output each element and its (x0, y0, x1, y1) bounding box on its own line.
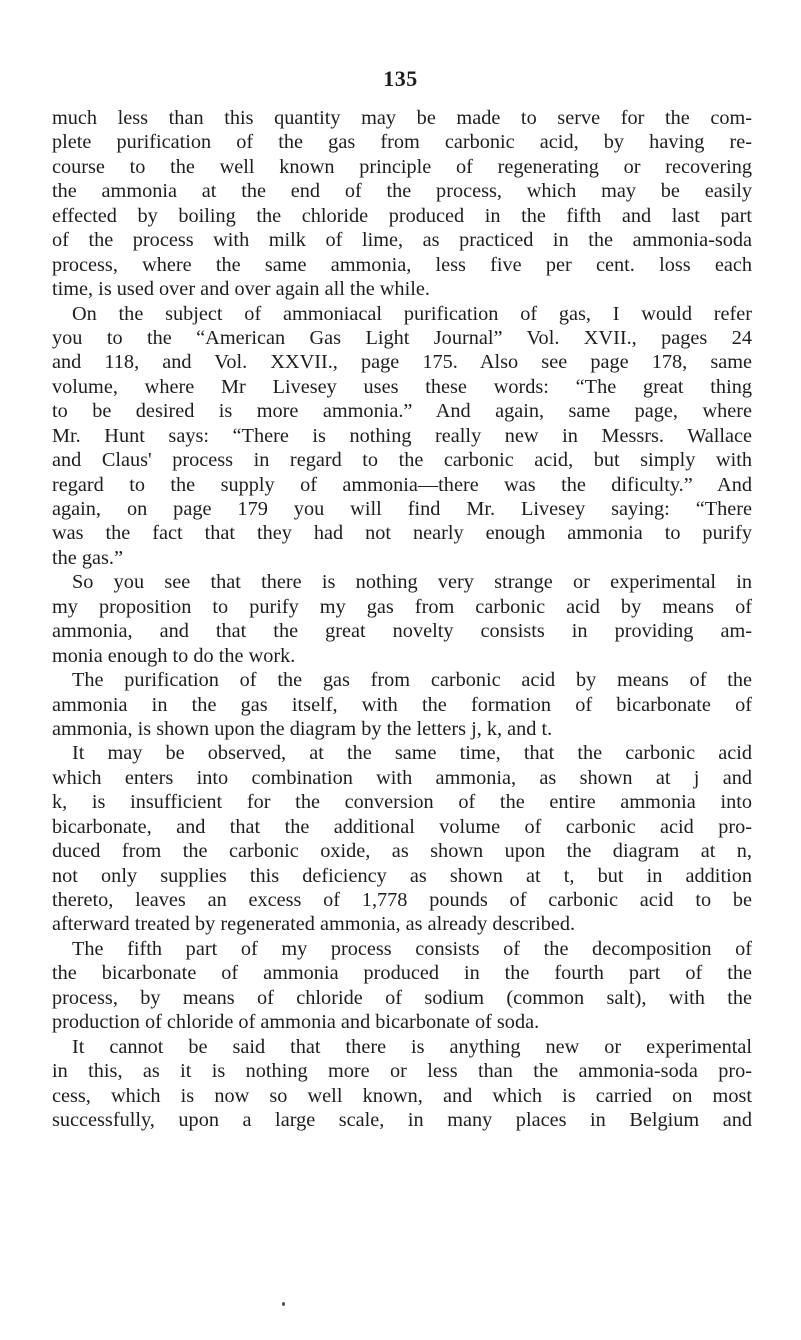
text-line: production of chloride of ammonia and bicarbonate of soda. (52, 1011, 540, 1034)
print-speck (282, 1302, 285, 1306)
text-line: It may be observed, at the same time, that the carbonic acid (72, 742, 752, 765)
text-line: The fifth part of my process consists of the decomposition of (72, 937, 752, 960)
text-line: successfully, upon a large scale, in many places in Belgium and (52, 1108, 752, 1131)
text-line: duced from the carbonic oxide, as shown upon the diagram at n, (52, 840, 752, 863)
text-line: in this, as it is nothing more or less than the ammonia-soda pro- (52, 1060, 752, 1083)
text-line: volume, where Mr Livesey uses these words: “The great thing (52, 375, 752, 398)
text-line: Mr. Hunt says: “There is nothing really new in Messrs. Wallace (52, 424, 752, 447)
text-line: you to the “American Gas Light Journal” Vol. XVII., pages 24 (52, 326, 752, 349)
text-line: process, where the same ammonia, less five per cent. loss each (52, 253, 752, 276)
text-line: process, by means of chloride of sodium (common salt), with the (52, 986, 752, 1009)
text-line: On the subject of ammoniacal purification of gas, I would refer (72, 302, 752, 325)
text-line: again, on page 179 you will find Mr. Livesey saying: “There (52, 498, 752, 520)
text-line: k, is insufficient for the conversion of the entire ammonia into (52, 791, 752, 814)
text-line: It cannot be said that there is anything new or experimental (72, 1035, 752, 1058)
text-line: not only supplies this deficiency as shown at t, but in addition (52, 864, 752, 887)
text-line: the gas.” (52, 546, 123, 569)
text-line: and 118, and Vol. XXVII., page 175. Also see page 178, same (52, 351, 752, 374)
text-line: ammonia, and that the great novelty consists in providing am- (52, 620, 752, 643)
text-line: time, is used over and over again all the while. (52, 278, 430, 301)
text-line: ammonia, is shown upon the diagram by the letters j, k, and t. (52, 717, 553, 740)
text-line: ammonia in the gas itself, with the formation of bicarbonate of (52, 693, 752, 716)
text-line: was the fact that they had not nearly enough ammonia to purify (52, 522, 752, 545)
text-line: So you see that there is nothing very strange or experimental in (72, 571, 752, 594)
text-line: to be desired is more ammonia.” And again, same page, where (52, 400, 752, 423)
text-line: thereto, leaves an excess of 1,778 pounds of carbonic acid to be (52, 889, 752, 911)
text-line: regard to the supply of ammonia—there was the dificulty.” And (52, 473, 752, 496)
text-line: plete purification of the gas from carbonic acid, by having re- (52, 131, 752, 154)
page-number: 135 (383, 66, 418, 91)
text-line: cess, which is now so well known, and which is carried on most (52, 1084, 752, 1107)
text-line: monia enough to do the work. (52, 644, 296, 667)
text-line: and Claus' process in regard to the carbonic acid, but simply with (52, 449, 752, 472)
text-line: course to the well known principle of regenerating or recovering (52, 155, 752, 178)
text-line: the ammonia at the end of the process, which may be easily (52, 180, 752, 203)
text-line: of the process with milk of lime, as practiced in the ammonia-soda (52, 229, 752, 252)
text-line: afterward treated by regenerated ammonia, as already described. (52, 913, 576, 936)
text-line: The purification of the gas from carbonic acid by means of the (72, 669, 752, 692)
text-line: effected by boiling the chloride produced in the fifth and last part (52, 204, 752, 227)
text-line: my proposition to purify my gas from carbonic acid by means of (52, 595, 752, 618)
text-line: which enters into combination with ammonia, as shown at j and (52, 766, 752, 789)
text-line: the bicarbonate of ammonia produced in the fourth part of the (52, 962, 752, 985)
text-line: much less than this quantity may be made to serve for the com- (52, 107, 752, 129)
body-text (52, 106, 752, 1132)
text-line: bicarbonate, and that the additional volume of carbonic acid pro- (52, 815, 752, 838)
